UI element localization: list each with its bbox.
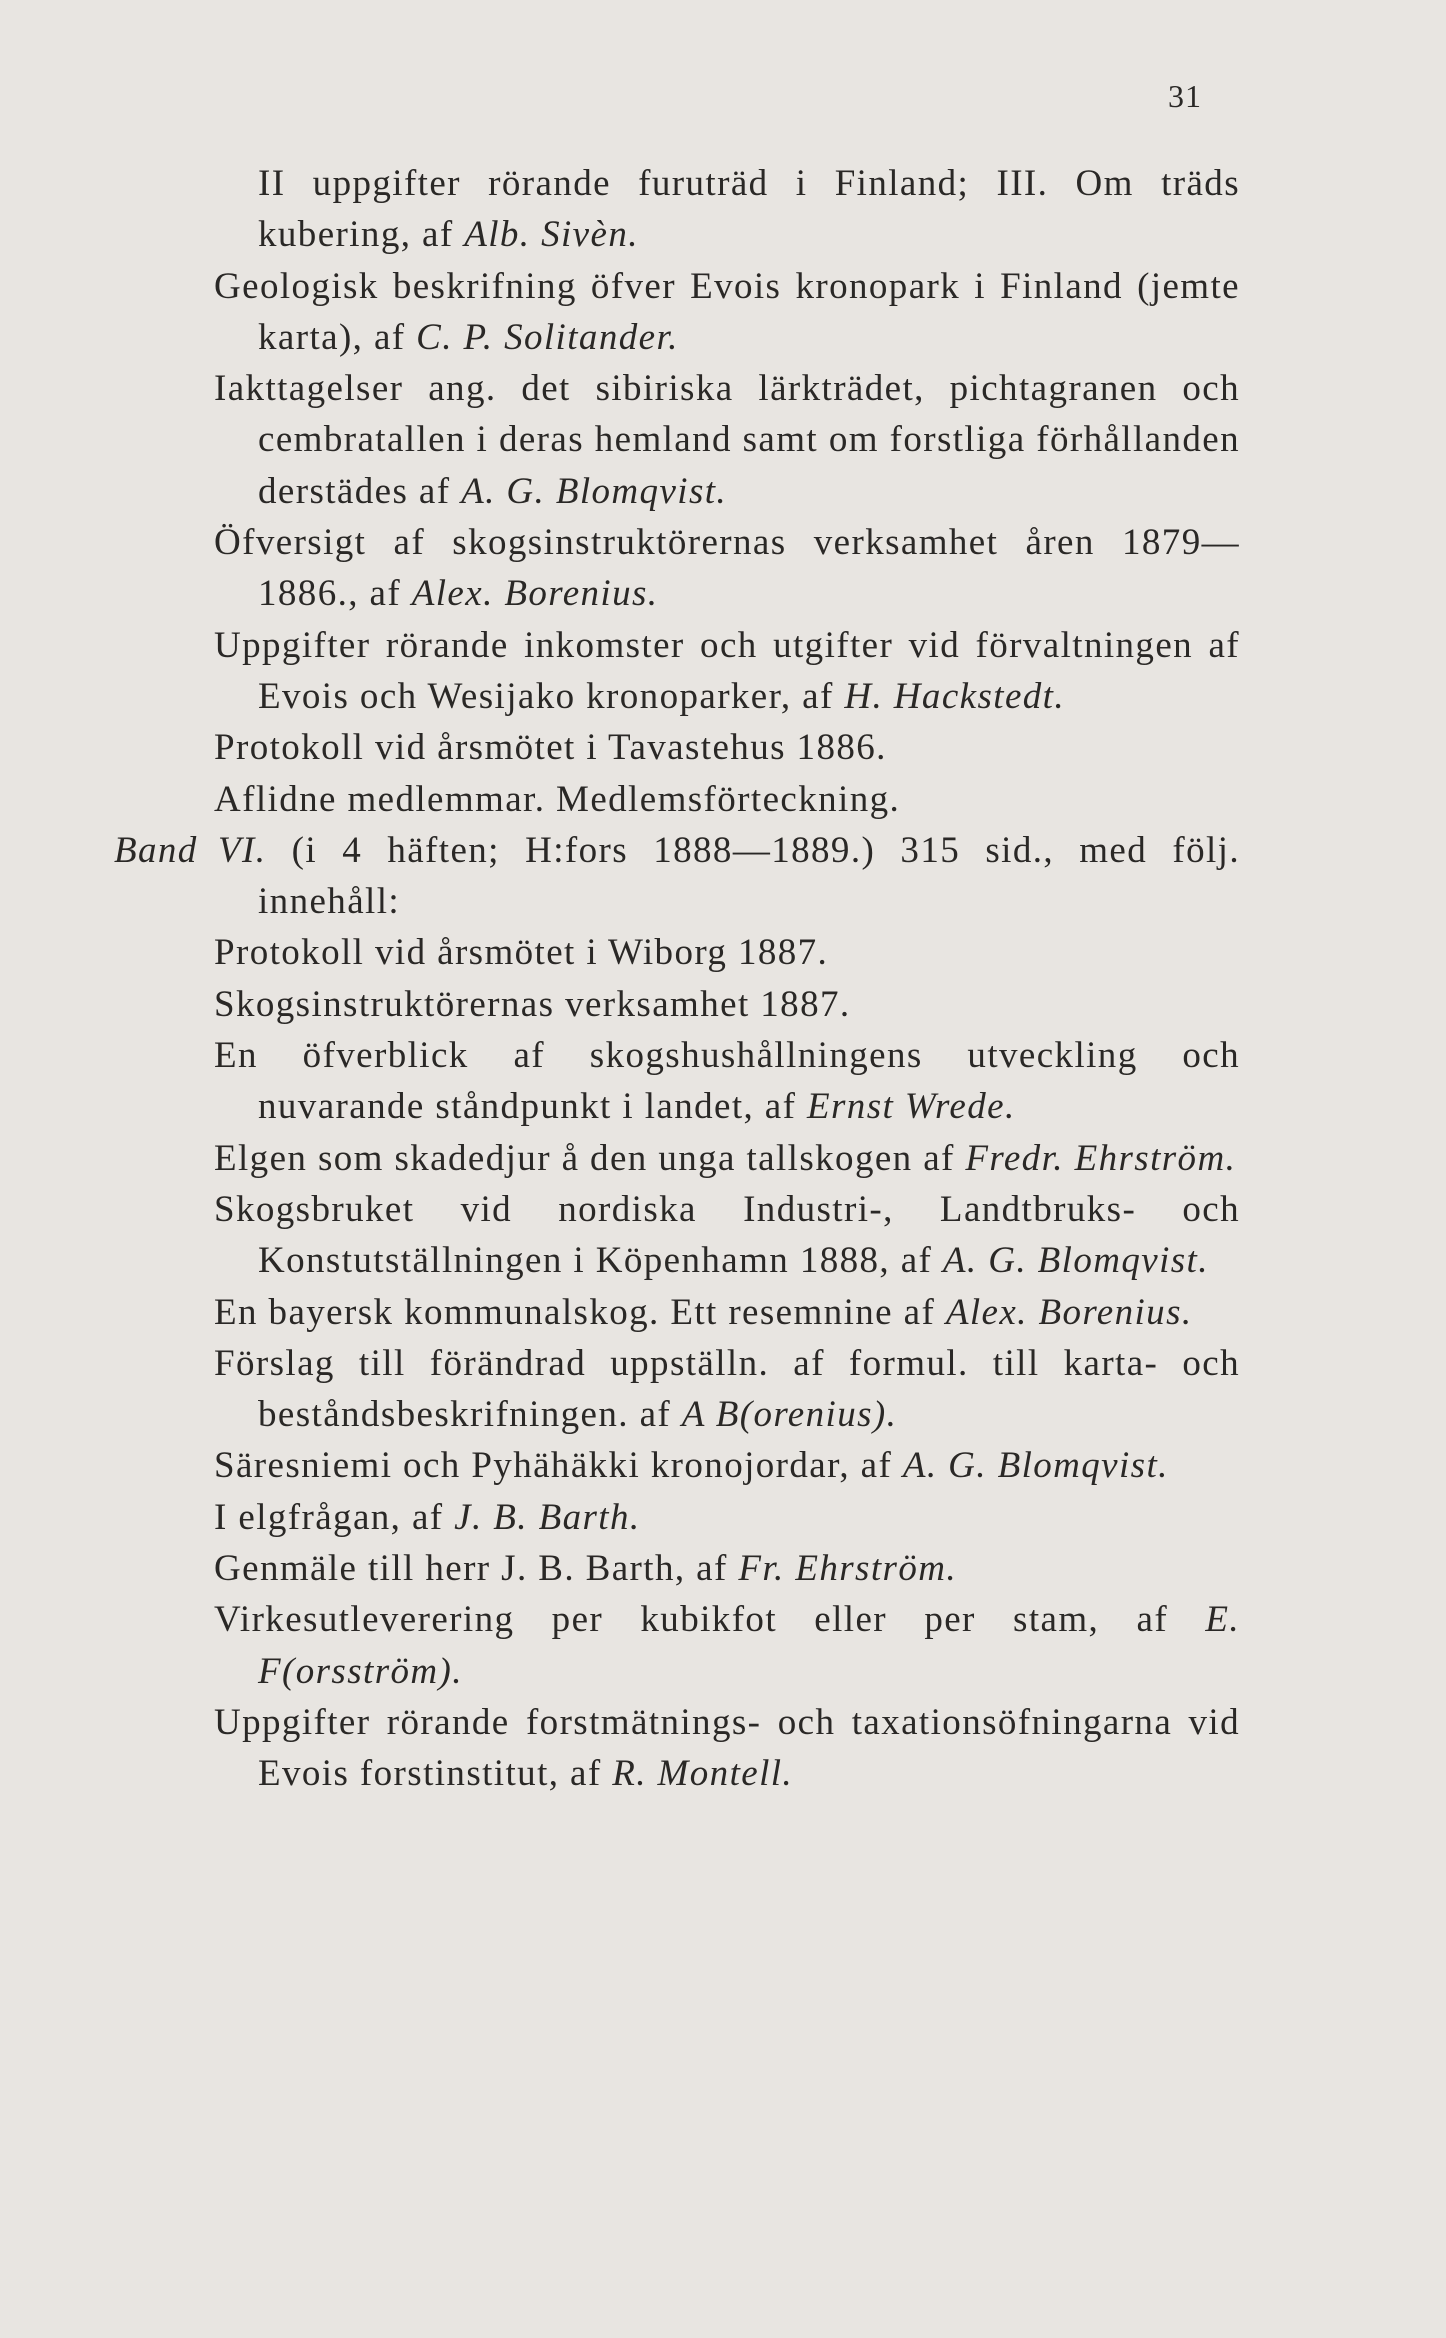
bibliography-entry xyxy=(214,517,1240,620)
entry-author: Fredr. Ehrström. xyxy=(965,1137,1237,1179)
entry-title: Uppgifter rörande inkomster och utgifter vid förvaltningen af Evois och Wesijako kronoparker, af xyxy=(214,624,1240,717)
entry-author: H. Hackstedt. xyxy=(844,675,1065,717)
entry-author: E. F(orsström). xyxy=(258,1599,1240,1692)
entry-title: Säresniemi och Pyhähäkki kronojordar, af xyxy=(214,1445,903,1487)
entry-author: A. G. Blomqvist. xyxy=(902,1445,1169,1487)
entry-title: En öfverblick af skogshushållningens utveckling och nuvarande ståndpunkt i landet, af xyxy=(214,1035,1240,1128)
entry-author: Ernst Wrede. xyxy=(807,1086,1016,1128)
entry-title: Protokoll vid årsmötet i Tavastehus 1886. xyxy=(214,727,887,769)
entry-author: A. G. Blomqvist. xyxy=(461,470,728,512)
entries-before-band xyxy=(214,158,1240,825)
entry-title: Elgen som skadedjur å den unga tallskogen af xyxy=(214,1137,966,1179)
entry-title: Uppgifter rörande forstmätnings- och taxationsöfningarna vid Evois forstinstitut, af xyxy=(214,1701,1240,1795)
entry-title: I elgfrågan, af xyxy=(214,1496,455,1538)
band-label: Band xyxy=(114,829,198,871)
entry-author: Alex. Borenius. xyxy=(945,1291,1193,1333)
bibliography-entry xyxy=(214,927,1240,978)
bibliography-entry xyxy=(214,979,1240,1030)
entry-author: R. Montell. xyxy=(612,1753,794,1795)
bibliography-entry xyxy=(214,1133,1240,1184)
entry-title: Protokoll vid årsmötet i Wiborg 1887. xyxy=(214,932,829,974)
entry-title: Iakttagelser ang. det sibiriska lärkträdet, pichtagranen och cembratallen i deras hemland samt om forstliga förhållanden derstädes af xyxy=(214,368,1240,512)
entry-title: Virkesutleverering per kubikfot eller per stam, af xyxy=(214,1599,1206,1641)
bibliography-entry xyxy=(214,1543,1240,1594)
band-volume: VI. xyxy=(218,829,267,871)
bibliography-entry xyxy=(214,774,1240,825)
entry-title: Skogsinstruktörernas verksamhet 1887. xyxy=(214,983,851,1025)
bibliography-entry xyxy=(214,363,1240,517)
bibliography-entry xyxy=(214,1030,1240,1133)
bibliography-entry xyxy=(214,620,1240,723)
entry-title: Geologisk beskrifning öfver Evois kronopark i Finland (jemte karta), af xyxy=(214,265,1240,358)
entry-title: Förslag till förändrad uppställn. af formul. till karta- och beståndsbeskrifningen. af xyxy=(214,1342,1240,1436)
entry-author: Fr. Ehrström. xyxy=(738,1548,958,1590)
entry-title: En bayersk kommunalskog. Ett resemnine af xyxy=(214,1291,946,1333)
entry-author: Alex. Borenius. xyxy=(411,573,659,615)
bibliography-entry xyxy=(214,1440,1240,1491)
page-content xyxy=(114,158,1240,1800)
band-entry xyxy=(114,825,1240,928)
bibliography-entry xyxy=(214,1338,1240,1441)
bibliography-entry xyxy=(214,1697,1240,1800)
bibliography-entry xyxy=(214,1184,1240,1287)
bibliography-entry xyxy=(214,722,1240,773)
entry-author: J. B. Barth. xyxy=(454,1496,641,1538)
bibliography-entry xyxy=(214,1594,1240,1697)
entry-title: Genmäle till herr J. B. Barth, af xyxy=(214,1548,739,1590)
band-description: (i 4 häften; H:fors 1888—1889.) 315 sid., med följ. innehåll: xyxy=(258,829,1240,923)
entry-title: Öfversigt af skogsinstruktörernas verksamhet åren 1879—1886., af xyxy=(214,522,1240,615)
bibliography-entry xyxy=(214,1287,1240,1338)
page-number: 31 xyxy=(1168,78,1202,114)
entry-author: Alb. Sivèn. xyxy=(464,214,639,256)
entry-author: C. P. Solitander. xyxy=(416,316,679,358)
entry-title: II uppgifter rörande furuträd i Finland; III. Om träds kubering, af xyxy=(258,163,1240,256)
bibliography-entry xyxy=(214,158,1240,261)
entry-author: A B(orenius). xyxy=(681,1394,898,1436)
entry-title: Skogsbruket vid nordiska Industri-, Landtbruks- och Konstutställningen i Köpenhamn 1888, af xyxy=(214,1188,1240,1282)
entry-author: A. G. Blomqvist. xyxy=(942,1240,1209,1282)
bibliography-entry xyxy=(214,261,1240,364)
entry-title: Aflidne medlemmar. Medlemsförteckning. xyxy=(214,778,901,820)
bibliography-entry xyxy=(214,1492,1240,1543)
entries-after-band xyxy=(214,927,1240,1799)
